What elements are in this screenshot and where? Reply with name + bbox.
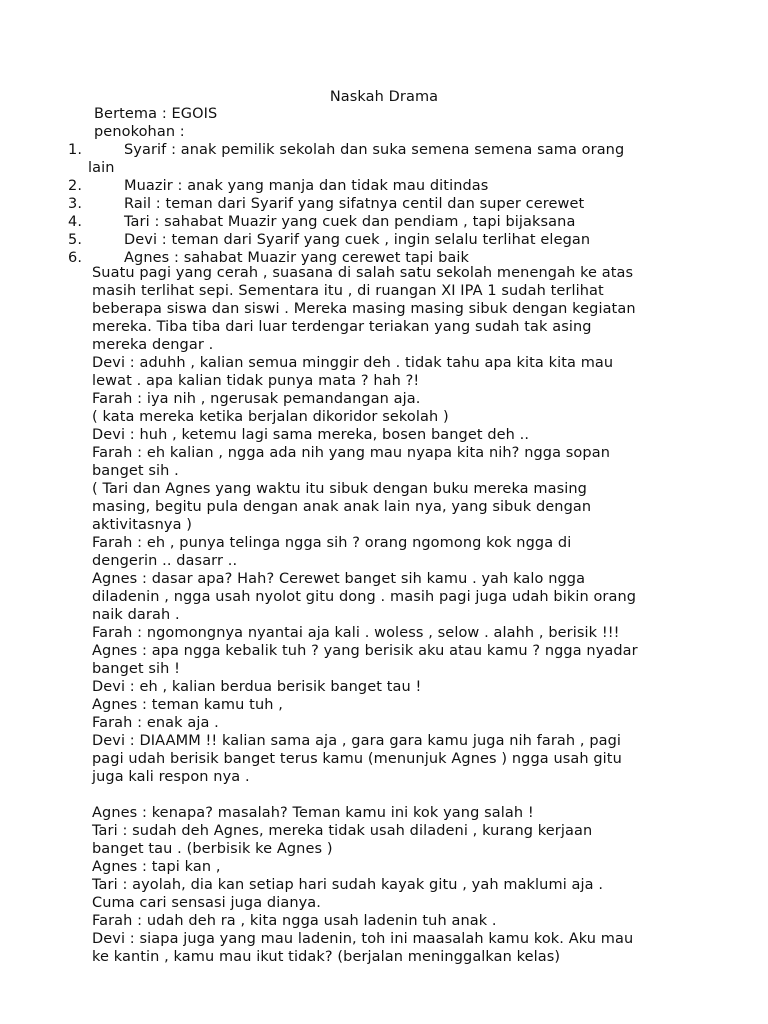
script-line: Cuma cari sensasi juga dianya.	[92, 895, 321, 911]
script-line: Devi : eh , kalian berdua berisik banget tau !	[92, 679, 422, 695]
script-line: lewat . apa kalian tidak punya mata ? hah ?!	[92, 373, 420, 389]
document-header	[94, 105, 217, 141]
script-line: juga kali respon nya .	[92, 769, 250, 785]
script-line: Tari : ayolah, dia kan setiap hari sudah kayak gitu , yah maklumi aja .	[92, 877, 604, 893]
cast-item-number: 5.	[68, 232, 83, 248]
cast-item-number: 4.	[68, 214, 83, 230]
cast-item	[68, 213, 708, 231]
script-line: beberapa siswa dan siswi . Mereka masing masing sibuk dengan kegiatan	[92, 301, 636, 317]
script-line: pagi udah berisik banget terus kamu (menunjuk Agnes ) ngga usah gitu	[92, 751, 622, 767]
script-line: masing, begitu pula dengan anak anak lain nya, yang sibuk dengan	[92, 499, 592, 515]
cast-item-number: 2.	[68, 178, 83, 194]
cast-item-text-continued: lain	[88, 160, 115, 176]
script-line: Agnes : tapi kan ,	[92, 859, 221, 875]
script-line: ( kata mereka ketika berjalan dikoridor sekolah )	[92, 409, 449, 425]
script-line: banget sih .	[92, 463, 179, 479]
theme-line: Bertema : EGOIS	[94, 106, 218, 122]
script-line: aktivitasnya )	[92, 517, 193, 533]
script-line: Agnes : apa ngga kebalik tuh ? yang berisik aku atau kamu ? ngga nyadar	[92, 643, 638, 659]
cast-item-text: Rail : teman dari Syarif yang sifatnya centil dan super cerewet	[124, 196, 585, 212]
script-line: Farah : udah deh ra , kita ngga usah ladenin tuh anak .	[92, 913, 497, 929]
script-line: Farah : iya nih , ngerusak pemandangan aja.	[92, 391, 421, 407]
cast-item-text: Agnes : sahabat Muazir yang cerewet tapi baik	[124, 250, 470, 266]
script-line: Devi : huh , ketemu lagi sama mereka, bosen banget deh ..	[92, 427, 530, 443]
cast-item-text: Devi : teman dari Syarif yang cuek , ingin selalu terlihat elegan	[124, 232, 591, 248]
cast-item-number: 3.	[68, 196, 83, 212]
script-line: mereka dengar .	[92, 337, 214, 353]
script-line: banget sih !	[92, 661, 181, 677]
script-line: Suatu pagi yang cerah , suasana di salah satu sekolah menengah ke atas	[92, 265, 634, 281]
cast-item	[68, 177, 708, 195]
script-line: dengerin .. dasarr ..	[92, 553, 238, 569]
script-line: ( Tari dan Agnes yang waktu itu sibuk dengan buku mereka masing	[92, 481, 587, 497]
script-line: banget tau . (berbisik ke Agnes )	[92, 841, 333, 857]
cast-heading: penokohan :	[94, 124, 185, 140]
cast-item-text: Tari : sahabat Muazir yang cuek dan pendiam , tapi bijaksana	[124, 214, 576, 230]
script-line: Farah : enak aja .	[92, 715, 219, 731]
script-line: diladenin , ngga usah nyolot gitu dong . masih pagi juga udah bikin orang	[92, 589, 637, 605]
script-line: Agnes : dasar apa? Hah? Cerewet banget sih kamu . yah kalo ngga	[92, 571, 586, 587]
script-line: mereka. Tiba tiba dari luar terdengar teriakan yang sudah tak asing	[92, 319, 592, 335]
script-line: ke kantin , kamu mau ikut tidak? (berjalan meninggalkan kelas)	[92, 949, 561, 965]
script-line: Devi : DIAAMM !! kalian sama aja , gara gara kamu juga nih farah , pagi	[92, 733, 622, 749]
script-line: Agnes : kenapa? masalah? Teman kamu ini kok yang salah !	[92, 805, 534, 821]
cast-item	[68, 195, 708, 213]
cast-item-number: 1.	[68, 142, 83, 158]
script-line: Devi : siapa juga yang mau ladenin, toh ini maasalah kamu kok. Aku mau	[92, 931, 634, 947]
script-line: naik darah .	[92, 607, 180, 623]
script-line: Tari : sudah deh Agnes, mereka tidak usah diladeni , kurang kerjaan	[92, 823, 593, 839]
script-line: masih terlihat sepi. Sementara itu , di ruangan XI IPA 1 sudah terlihat	[92, 283, 604, 299]
script-line: Farah : ngomongnya nyantai aja kali . woless , selow . alahh , berisik !!!	[92, 625, 620, 641]
script-line: Agnes : teman kamu tuh ,	[92, 697, 283, 713]
cast-item-number: 6.	[68, 250, 83, 266]
blank-line	[92, 786, 682, 804]
script-line: Farah : eh , punya telinga ngga sih ? orang ngomong kok ngga di	[92, 535, 572, 551]
cast-item	[68, 231, 708, 249]
cast-list	[68, 141, 708, 267]
script-body	[92, 264, 682, 966]
script-line: Devi : aduhh , kalian semua minggir deh . tidak tahu apa kita kita mau	[92, 355, 614, 371]
document-title: Naskah Drama	[329, 89, 439, 105]
cast-item	[68, 141, 708, 177]
script-line: Farah : eh kalian , ngga ada nih yang mau nyapa kita nih? ngga sopan	[92, 445, 610, 461]
cast-item-text: Muazir : anak yang manja dan tidak mau ditindas	[124, 178, 489, 194]
cast-item-text: Syarif : anak pemilik sekolah dan suka semena semena sama orang	[124, 142, 625, 158]
